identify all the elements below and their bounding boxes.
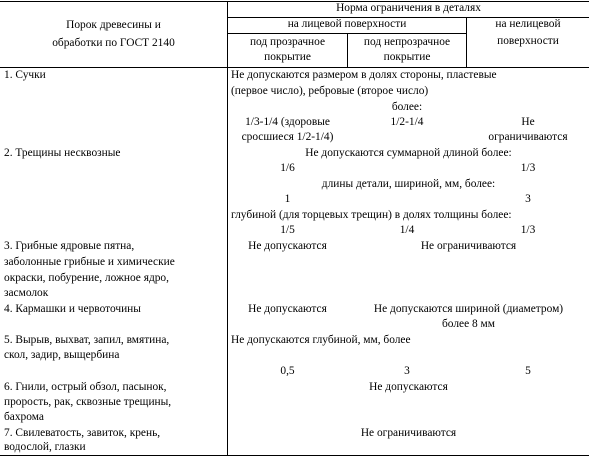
row6-defect-name-line3: бахрома: [4, 411, 44, 423]
row6-defect-name-line2: прорость, рак, сквозные трещины,: [4, 396, 172, 408]
row5-opaque-value: 3: [404, 365, 410, 377]
row4-transparent-value: Не допускаются: [248, 303, 327, 315]
header-face-surface: на лицевой поверхности: [287, 18, 407, 30]
row7-defect-name-line1: 7. Свилеватость, завиток, крень,: [4, 427, 161, 439]
header-transparent-line2: покрытие: [264, 51, 311, 63]
row2-description-line3: глубиной (для торцевых трещин) в долях толщины более:: [231, 209, 512, 221]
row5-description: Не допускаются глубиной, мм, более: [231, 334, 411, 346]
row3-defect-name-line2: заболонные грибные и химические: [4, 256, 175, 268]
row4-other-value-line1: Не допускаются шириной (диаметром): [373, 303, 564, 315]
header-nonface-line1: на нелицевой: [495, 18, 561, 30]
row1-defect-name: 1. Сучки: [4, 69, 46, 81]
row4-other-value-line2: более 8 мм: [442, 318, 495, 330]
row4-defect-name: 4. Кармашки и червоточины: [4, 303, 141, 315]
row2-length-transparent: 1/6: [280, 162, 295, 174]
header-opaque-line1: под непрозрачное: [363, 36, 451, 48]
row7-value: Не ограничиваются: [360, 427, 457, 439]
header-transparent-line1: под прозрачное: [249, 36, 326, 48]
row2-length-nonface: 1/3: [520, 162, 536, 174]
row2-description-line1: Не допускаются суммарной длиной более:: [305, 147, 512, 159]
row2-depth-transparent: 1/5: [280, 224, 295, 236]
row1-nonface-value-line2: ограничиваются: [488, 131, 568, 143]
row6-value: Не допускаются: [369, 381, 448, 393]
row2-width-transparent: 1: [284, 193, 291, 205]
row1-transparent-value-line1: 1/3-1/4 (здоровые: [245, 116, 330, 128]
row2-depth-opaque: 1/4: [399, 224, 415, 236]
row1-description-line2: (первое число), ребровые (второе число): [231, 85, 429, 97]
row1-description-line1: Не допускаются размером в долях стороны, пластевые: [231, 69, 497, 81]
table-bottom-border: [0, 455, 589, 456]
row2-width-nonface: 3: [525, 193, 531, 205]
row2-defect-name: 2. Трещины несквозные: [4, 147, 121, 159]
row1-description-line3: более:: [391, 101, 423, 113]
row3-other-value: Не ограничиваются: [420, 240, 517, 252]
row6-defect-name-line1: 6. Гнили, острый обзол, пасынок,: [4, 381, 167, 393]
row3-defect-name-line3: окраски, побурение, ложное ядро,: [4, 272, 169, 284]
row2-description-line2: длины детали, шириной, мм, более:: [321, 178, 496, 190]
row7-defect-name-line2: водослой, глазки: [4, 441, 86, 453]
row1-opaque-value: 1/2-1/4: [390, 116, 424, 128]
row5-transparent-value: 0,5: [280, 365, 295, 377]
row3-defect-name-line1: 3. Грибные ядровые пятна,: [4, 240, 135, 252]
row3-defect-name-line4: засмолок: [4, 287, 49, 299]
header-norm-title: Норма ограничения в деталях: [336, 2, 481, 14]
header-nonface-line2: поверхности: [497, 35, 559, 47]
row1-transparent-value-line2: сросшиеся 1/2-1/4): [241, 131, 334, 143]
row1-nonface-value-line1: Не: [521, 116, 535, 128]
row3-transparent-value: Не допускаются: [248, 240, 327, 252]
row5-defect-name-line2: скол, задир, выщербина: [4, 349, 120, 361]
header-defect-column-line2: обработки по ГОСТ 2140: [52, 37, 175, 49]
row5-nonface-value: 5: [525, 365, 531, 377]
header-opaque-line2: покрытие: [383, 51, 431, 63]
header-defect-column-line1: Порок древесины и: [66, 19, 161, 31]
row5-defect-name-line1: 5. Вырыв, выхват, запил, вмятина,: [4, 334, 170, 346]
row2-depth-nonface: 1/3: [520, 224, 536, 236]
